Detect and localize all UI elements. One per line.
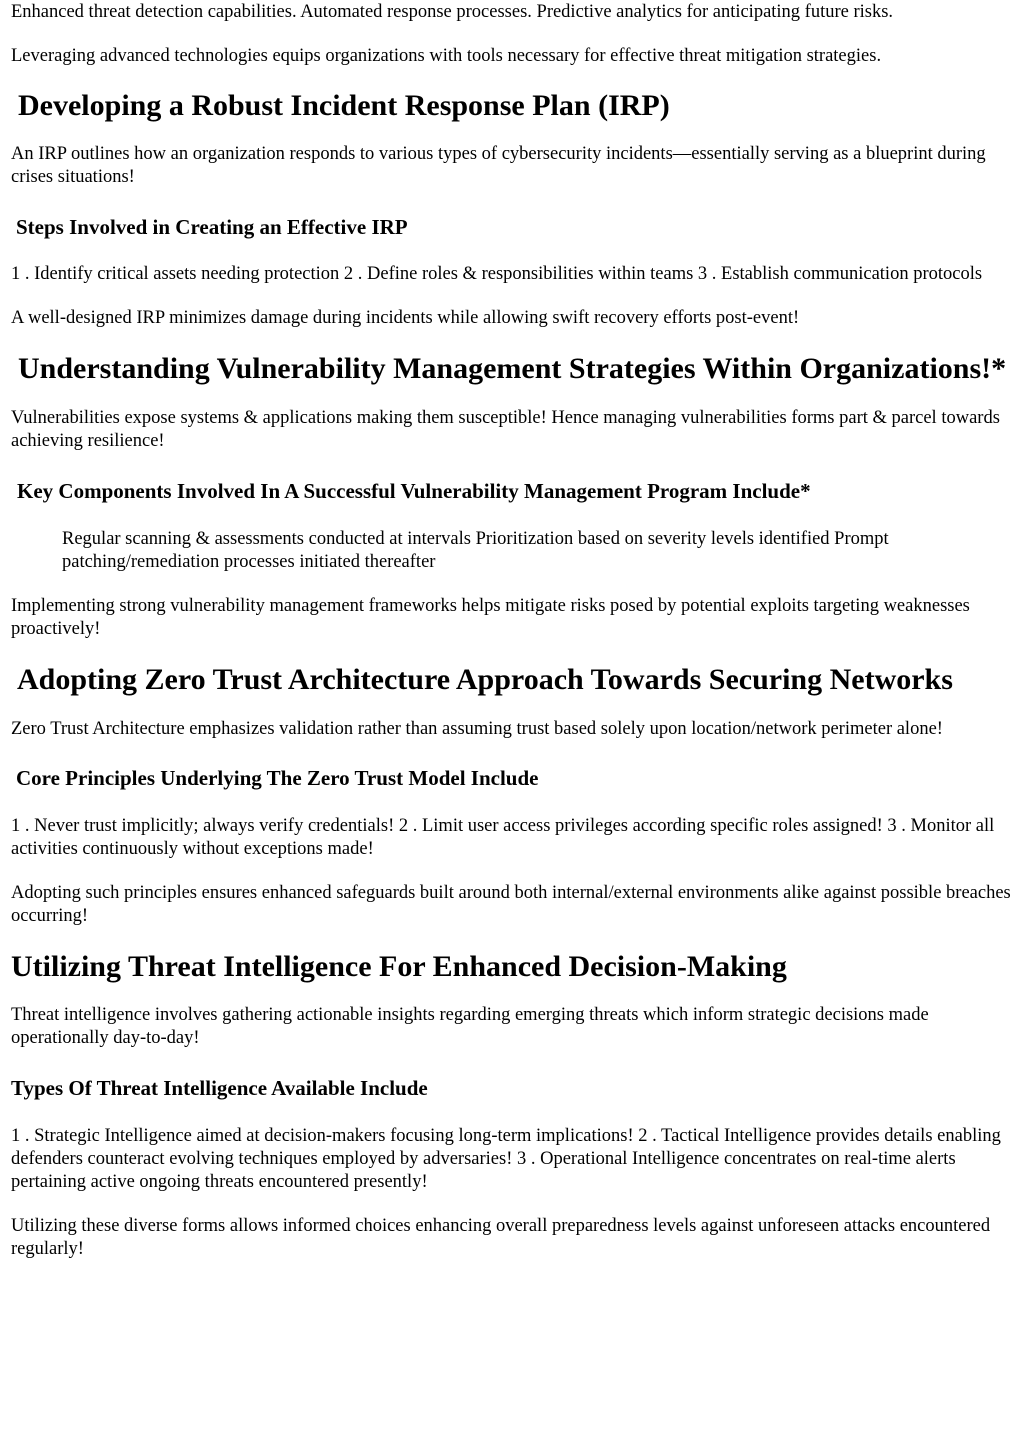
threat-intelligence-heading: Utilizing Threat Intelligence For Enhanced Decision-Making [11,950,787,983]
vulnerability-components-quote: Regular scanning & assessments conducted at intervals Prioritization based on severity levels identified Prompt patching/remediation processes initiated thereafter [62,529,889,572]
zero-trust-summary-paragraph: Adopting such principles ensures enhanced safeguards built around both internal/external environments alike against possible breaches occurring! [11,883,1011,926]
irp-intro-paragraph: An IRP outlines how an organization responds to various types of cybersecurity incidents—essentially serving as a blueprint during crises situations! [11,144,986,187]
zero-trust-heading: Adopting Zero Trust Architecture Approach Towards Securing Networks [17,663,953,696]
zero-trust-principles-paragraph: 1 . Never trust implicitly; always verify credentials! 2 . Limit user access privileges according specific roles assigned! 3 . Monitor all activities continuously without exceptions made! [11,816,995,859]
vulnerability-intro-paragraph: Vulnerabilities expose systems & applications making them susceptible! Hence managing vulnerabilities forms part & parcel towards achieving resilience! [11,408,1000,451]
vulnerability-components-subheading: Key Components Involved In A Successful Vulnerability Management Program Include* [17,479,811,503]
vulnerability-summary-paragraph: Implementing strong vulnerability management frameworks helps mitigate risks posed by potential exploits targeting weaknesses proactively! [11,596,970,639]
intro-paragraph: Enhanced threat detection capabilities. Automated response processes. Predictive analytics for anticipating future risks. [11,2,894,22]
irp-heading: Developing a Robust Incident Response Plan (IRP) [18,89,670,122]
threat-intelligence-types-subheading: Types Of Threat Intelligence Available Include [11,1076,428,1100]
irp-summary-paragraph: A well-designed IRP minimizes damage during incidents while allowing swift recovery efforts post-event! [11,308,800,328]
zero-trust-principles-subheading: Core Principles Underlying The Zero Trust Model Include [16,766,539,790]
zero-trust-intro-paragraph: Zero Trust Architecture emphasizes validation rather than assuming trust based solely upon location/network perimeter alone! [11,719,943,739]
article-body [11,0,1014,1261]
threat-intelligence-summary-paragraph: Utilizing these diverse forms allows informed choices enhancing overall preparedness levels against unforeseen attacks encountered regularly! [11,1216,991,1259]
vulnerability-heading: Understanding Vulnerability Management Strategies Within Organizations!* [18,352,1007,385]
threat-intelligence-types-paragraph: 1 . Strategic Intelligence aimed at decision-makers focusing long-term implications! 2 . Tactical Intelligence provides details enabling defenders counteract evolving techniques employed by adversaries! 3 . Operational Intelligence concentrates on real-time alerts pertaining active ongoing threats encountered presently! [11,1126,1001,1192]
technology-paragraph: Leveraging advanced technologies equips organizations with tools necessary for effective threat mitigation strategies. [11,46,882,66]
threat-intelligence-intro-paragraph: Threat intelligence involves gathering actionable insights regarding emerging threats which inform strategic decisions made operationally day-to-day! [11,1005,929,1048]
irp-steps-subheading: Steps Involved in Creating an Effective IRP [16,215,408,239]
irp-steps-paragraph: 1 . Identify critical assets needing protection 2 . Define roles & responsibilities within teams 3 . Establish communication protocols [11,264,983,284]
